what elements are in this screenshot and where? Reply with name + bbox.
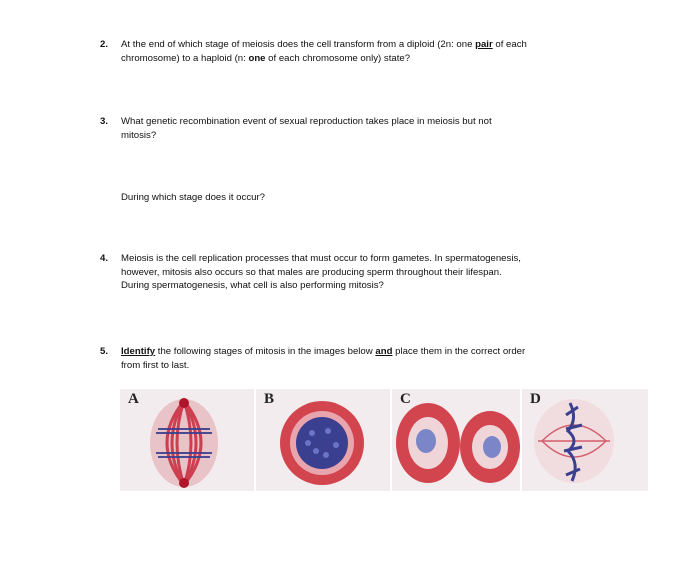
- question-number: 2.: [100, 39, 109, 50]
- question-text: Identify the following stages of mitosis in the images below and place them in the correct order from first to last.: [121, 346, 526, 371]
- question-3-followup: During which stage does it occur?: [121, 192, 265, 203]
- question-number: 3.: [100, 116, 109, 127]
- emphasis-pair: pair: [475, 39, 493, 50]
- question-text: What genetic recombination event of sexual reproduction takes place in meiosis but not mitosis?: [121, 116, 492, 141]
- image-label-d: D: [530, 391, 541, 407]
- mitosis-image-strip: [120, 389, 648, 491]
- image-c: [392, 389, 520, 491]
- image-label-c: C: [400, 391, 411, 407]
- question-number: 5.: [100, 346, 109, 357]
- emphasis-one: one: [248, 52, 266, 64]
- image-label-b: B: [264, 391, 275, 407]
- mitosis-cell-b-illustration: [256, 389, 390, 491]
- image-label-a: A: [128, 391, 139, 407]
- mitosis-cell-c-illustration: [392, 389, 520, 491]
- question-number: 4.: [100, 253, 109, 264]
- image-d: [522, 389, 648, 491]
- image-b: [256, 389, 390, 491]
- emphasis-identify: Identify: [121, 346, 156, 357]
- question-text: At the end of which stage of meiosis does the cell transform from a diploid (2n: one pair of each chromosome) to a haploid (n: one of each chromosome only) state?: [121, 39, 527, 64]
- emphasis-and: and: [375, 346, 393, 357]
- question-text: Meiosis is the cell replication processes that must occur to form gametes. In spermatogenesis, however, mitosis also occurs so that males are producing sperm throughout their lifespan. During spermatogenesis, what cell is also performing mitosis?: [121, 253, 521, 291]
- image-a: [120, 389, 254, 491]
- mitosis-cell-a-illustration: [120, 389, 254, 491]
